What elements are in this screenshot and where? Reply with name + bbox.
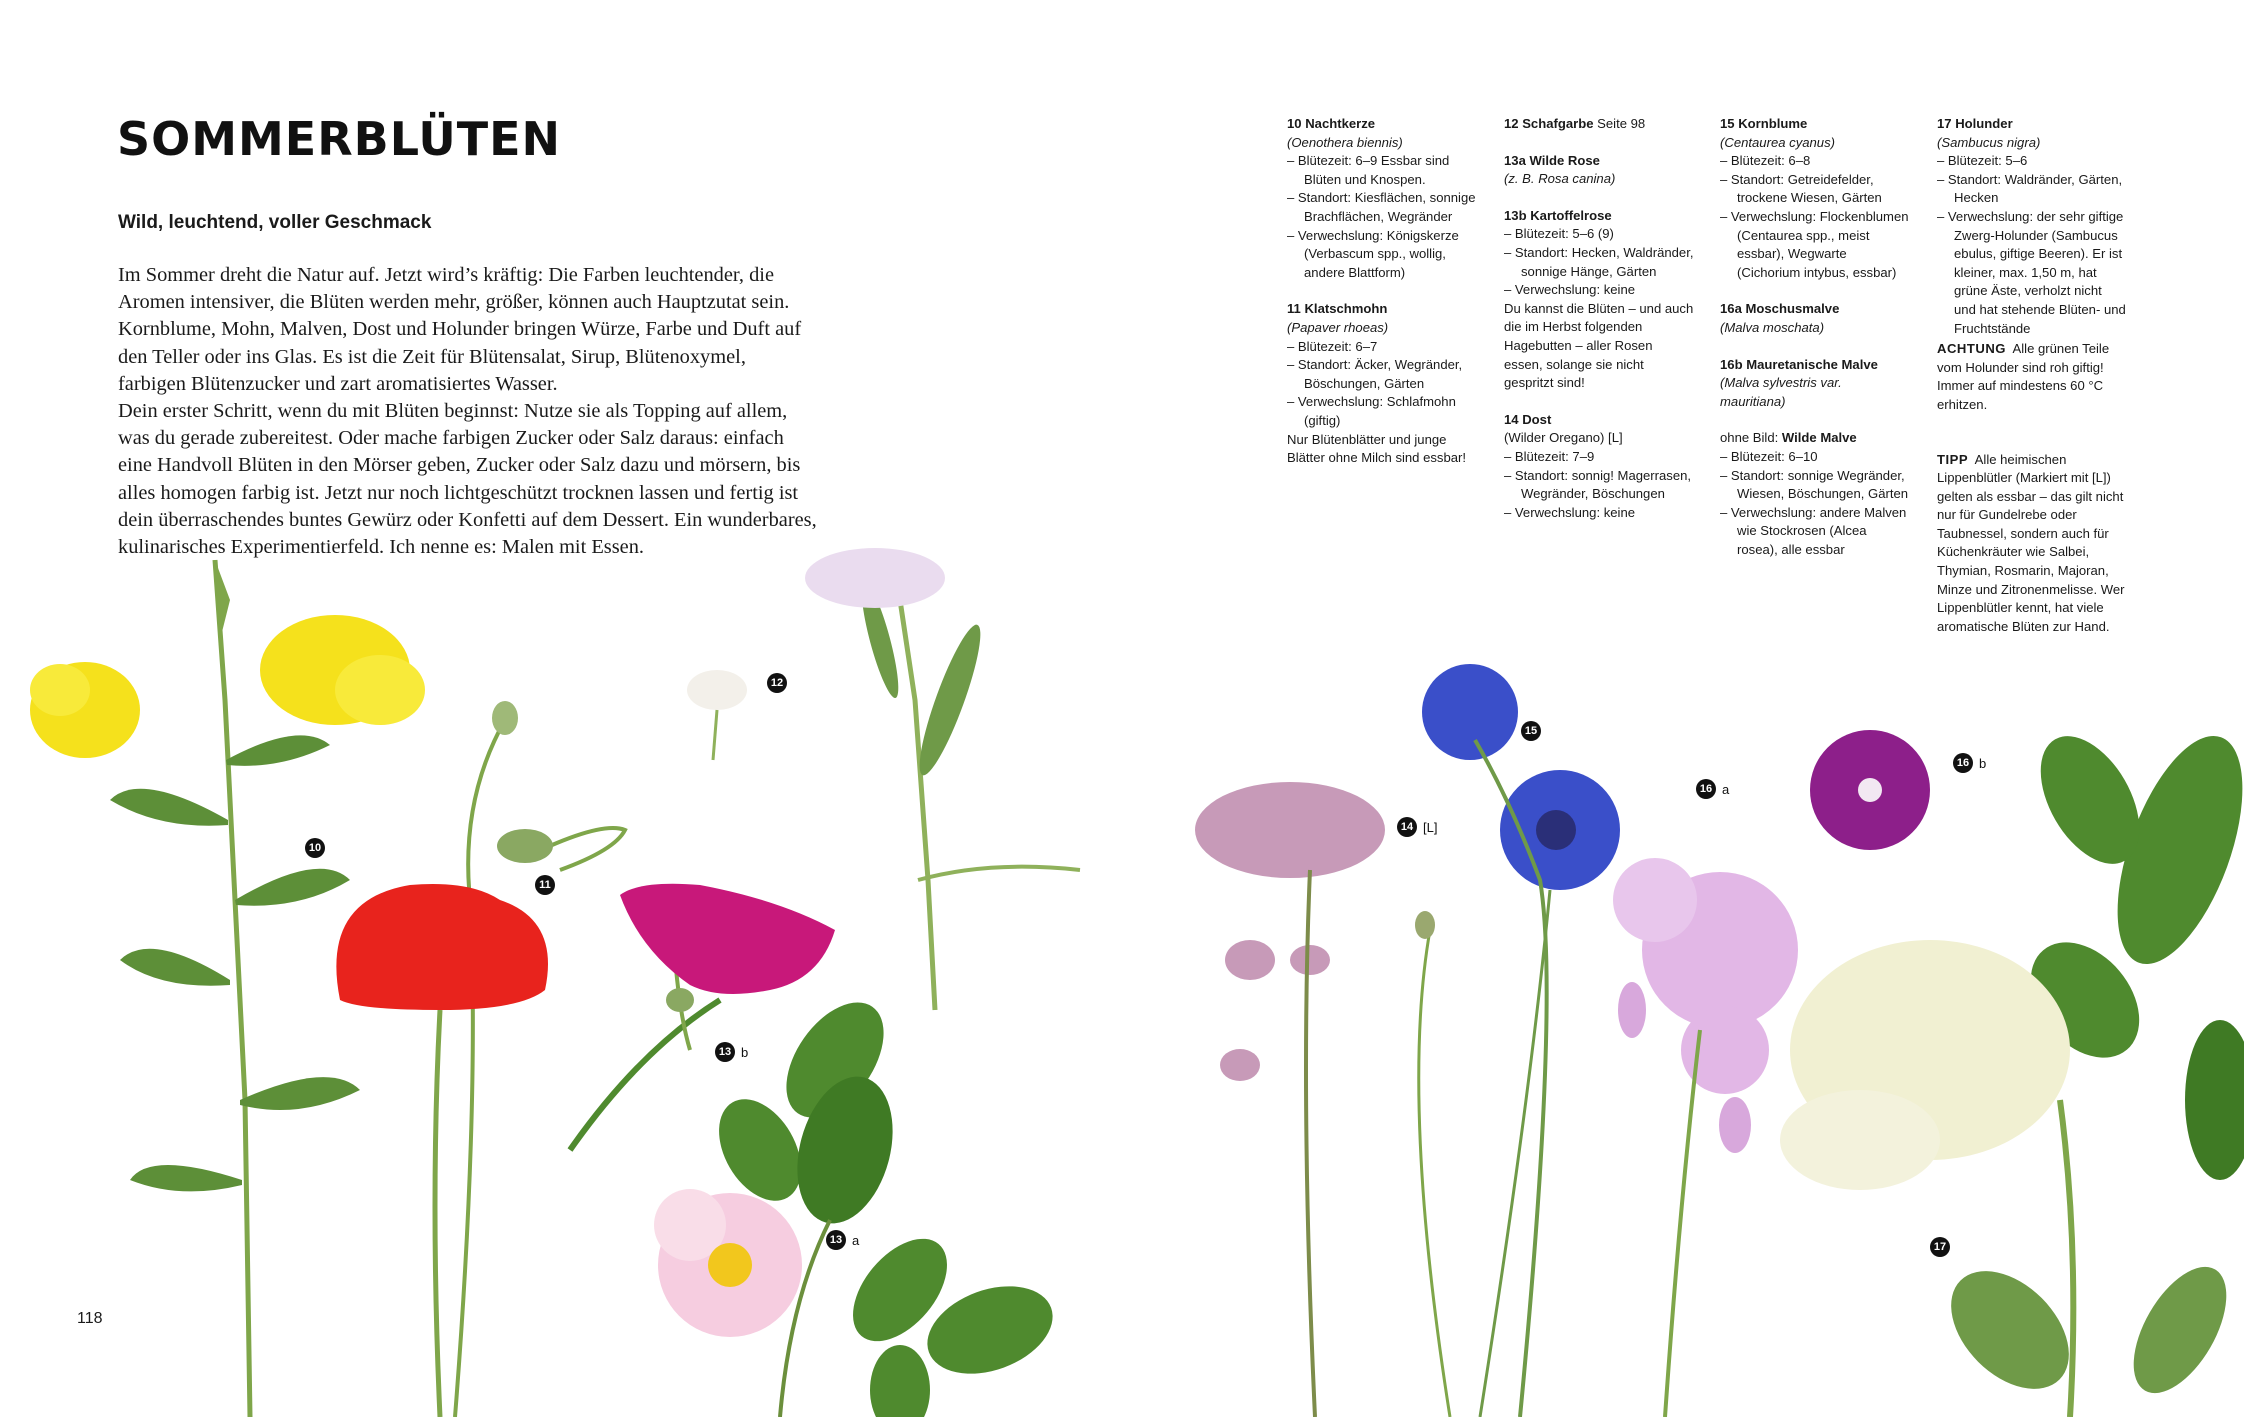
text-column-1 (1287, 115, 1477, 486)
marker-number: 15 (1521, 721, 1541, 741)
marker-number: 16 (1953, 753, 1973, 773)
entry-item: – Blütezeit: 5–6 (1937, 153, 2028, 169)
entry-item: – Verwechslung: andere Malven wie Stockrosen (Alcea rosea), alle essbar (1720, 504, 1907, 557)
callout-text: Alle heimischen Lippenblütler (Markiert mit [L]) gelten als essbar – das gilt nicht nur für Gundelrebe oder Taubnessel, sondern auch für Küchenkräuter wie Salbei, Thymian, Rosmarin, Majoran, Minze und Zitronenmelisse. Wer Lippenblütler kennt, hat viele aromatische Blüten zur Hand. (1937, 451, 2125, 634)
entry-item: – Standort: Waldränder, Gärten, Hecken (1937, 171, 2123, 206)
plant-marker (535, 875, 555, 895)
callout-label: TIPP (1937, 451, 1969, 467)
plant-marker (1930, 1237, 1950, 1257)
marker-number: 13 (826, 1230, 846, 1250)
plant-entry (1504, 207, 1694, 393)
plant-entry (1504, 411, 1694, 523)
page-number: 118 (77, 1310, 103, 1327)
plant-marker (1521, 721, 1541, 741)
marker-number: 13 (715, 1042, 735, 1062)
entry-latin: (Oenothera biennis) (1287, 134, 1403, 150)
entry-latin: (Malva moschata) (1720, 319, 1825, 335)
entry-heading: 13b Kartoffelrose (1504, 207, 1612, 223)
entry-item: – Verwechslung: keine (1504, 504, 1636, 520)
entry-latin: (z. B. Rosa canina) (1504, 171, 1616, 187)
entry-item: – Standort: Äcker, Wegränder, Böschungen, Gärten (1287, 357, 1463, 391)
entry-latin: (Centaurea cyanus) (1720, 134, 1835, 150)
text-column-2 (1504, 115, 1694, 540)
plant-entry (1504, 152, 1694, 189)
marker-number: 16 (1696, 779, 1716, 799)
entry-item: – Standort: sonnig! Magerrasen, Wegränder, Böschungen (1504, 467, 1692, 502)
entry-heading: 10 Nachtkerze (1287, 116, 1376, 131)
entry-item: – Standort: Hecken, Waldränder, sonnige Hänge, Gärten (1504, 244, 1694, 279)
callout-text: Alle grünen Teile vom Holunder sind roh giftig! Immer auf mindestens 60 °C erhitzen. (1937, 341, 2110, 412)
warning-callout (1937, 340, 2127, 414)
entry-prefix: ohne Bild: (1720, 430, 1782, 446)
plant-marker (1397, 817, 1437, 837)
tip-callout (1937, 451, 2127, 637)
musk-mallow-illustration (1613, 858, 1798, 1417)
plant-entry (1937, 115, 2127, 338)
plant-entry (1504, 115, 1694, 134)
entry-item: – Verwechslung: Flockenblumen (Centaurea spp., meist essbar), Wegwarte (Cichorium intybus, essbar) (1720, 208, 1909, 280)
entry-heading: 11 Klatschmohn (1287, 301, 1388, 317)
entry-item: – Standort: Kiesflächen, sonnige Brachflächen, Wegränder (1287, 190, 1476, 224)
entry-heading: 16b Mauretanische Malve (1720, 356, 1878, 372)
page-subtitle: Wild, leuchtend, voller Geschmack (118, 212, 432, 233)
entry-heading: 16a Moschusmalve (1720, 301, 1840, 317)
entry-latin: (Sambucus nigra) (1937, 134, 2041, 150)
plant-entry (1720, 300, 1910, 337)
plant-marker (1696, 779, 1729, 799)
entry-item: – Blütezeit: 7–9 (1504, 448, 1595, 464)
entry-item: – Blütezeit: 6–8 (1720, 153, 1811, 169)
plant-marker (305, 838, 325, 858)
plant-entry (1720, 356, 1910, 412)
entry-page-ref: Seite 98 (1593, 116, 1646, 131)
marker-number: 14 (1397, 817, 1417, 837)
intro-paragraph: Im Sommer dreht die Natur auf. Jetzt wird’s kräftig: Die Farben leuchtender, die Aromen intensiver, die Blüten werden mehr, größer, können auch Hauptzutat sein. Kornblume, Mohn, Malven, Dost und Holunder bringen Würze, Farbe und Duft auf den Teller oder ins Glas. Es ist die Zeit für Blütensalat, Sirup, Blütenoxymel, farbigen Blütenzucker und zart aromatisiertes Wasser. (118, 264, 802, 395)
entry-item: – Blütezeit: 6–7 (1287, 338, 1378, 354)
entry-heading: 13a Wilde Rose (1504, 152, 1600, 168)
plant-entry (1720, 429, 1910, 559)
oregano-illustration (1195, 782, 1450, 1417)
rose-illustration (620, 884, 835, 1050)
callout-label: ACHTUNG (1937, 341, 2006, 357)
entry-item: – Blütezeit: 5–6 (9) (1504, 226, 1614, 242)
cornflower-illustration (1422, 664, 1620, 1417)
page-title: SOMMERBLÜTEN (117, 112, 562, 166)
entry-item: – Verwechslung: Königskerze (Verbascum spp., wollig, andere Blattform) (1287, 227, 1459, 280)
entry-latin: (Papaver rhoeas) (1287, 319, 1389, 335)
poppy-illustration (336, 701, 720, 1417)
entry-heading: 14 Dost (1504, 411, 1552, 427)
entry-heading: 15 Kornblume (1720, 116, 1808, 131)
marker-suffix: a (852, 1232, 860, 1248)
dog-rose-illustration (654, 1189, 802, 1337)
entry-item: – Standort: sonnige Wegränder, Wiesen, Böschungen, Gärten (1720, 467, 1909, 502)
plant-marker (767, 673, 787, 693)
mallow-illustration (1810, 730, 1930, 850)
marker-suffix: a (1722, 781, 1730, 797)
intro-text (118, 262, 818, 561)
plant-entry (1287, 300, 1477, 467)
entry-item: – Blütezeit: 6–9 Essbar sind Blüten und Knospen. (1287, 153, 1450, 187)
plant-marker (715, 1042, 748, 1062)
entry-item: – Standort: Getreidefelder, trockene Wiesen, Gärten (1720, 171, 1882, 206)
entry-heading: Wilde Malve (1781, 430, 1857, 446)
entry-heading: 12 Schafgarbe (1504, 116, 1594, 131)
entry-latin: (Malva sylvestris var. mauritiana) (1720, 375, 1842, 409)
marker-number: 10 (305, 838, 325, 858)
entry-note: Du kannst die Blüten – und auch die im Herbst folgenden Hagebutten – aller Rosen essen, solange sie nicht gespritzt sind! (1504, 300, 1694, 391)
marker-number: 17 (1930, 1237, 1950, 1257)
entry-heading: 17 Holunder (1937, 116, 2013, 131)
marker-suffix: [L] (1423, 819, 1438, 835)
marker-number: 11 (535, 875, 555, 895)
plant-entry (1287, 115, 1477, 282)
entry-item: – Verwechslung: keine (1504, 282, 1636, 298)
marker-suffix: b (1979, 755, 1987, 771)
intro-paragraph: Dein erster Schritt, wenn du mit Blüten beginnst: Nutze sie als Topping auf allem, was du gerade zubereitest. Oder mache farbigen Zucker oder Salz daraus: einfach eine Handvoll Blüten in den Mörser geben, Zucker oder Salz dazu und mörsern, bis alles homogen farbig ist. Jetzt nur noch lichtgeschützt trocknen lassen und fertig ist dein überraschendes buntes Gewürz oder Konfetti auf dem Dessert. Ein wunderbares, kulinarisches Experimentierfeld. Ich nenne es: Malen mit Essen. (118, 400, 817, 559)
entry-latin: (Wilder Oregano) [L] (1504, 430, 1623, 446)
entry-item: – Verwechslung: Schlafmohn (giftig) (1287, 394, 1456, 428)
entry-note: Nur Blütenblätter und junge Blätter ohne Milch sind essbar! (1287, 431, 1467, 466)
entry-item: – Verwechslung: der sehr giftige Zwerg-Holunder (Sambucus ebulus, giftige Beeren). Er ist kleiner, max. 1,50 m, hat grüne Äste, verholzt nicht und hat stehende Blüten- und Fruchtstände (1937, 208, 2126, 336)
text-column-3 (1720, 115, 1910, 577)
marker-suffix: b (741, 1044, 749, 1060)
entry-item: – Blütezeit: 6–10 (1720, 448, 1818, 464)
plant-entry (1720, 115, 1910, 282)
plant-marker (826, 1230, 859, 1250)
text-column-4 (1937, 115, 2127, 636)
plant-marker (1953, 753, 1986, 773)
marker-number: 12 (767, 673, 787, 693)
